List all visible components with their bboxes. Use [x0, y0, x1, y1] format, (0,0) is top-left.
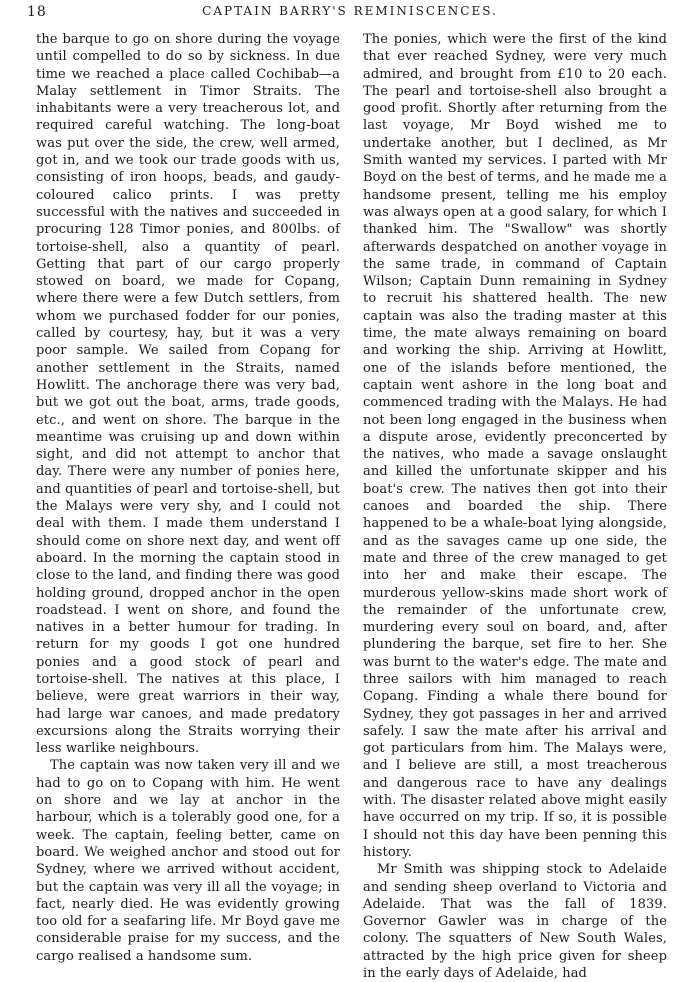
left-column [36, 31, 340, 965]
right-column [363, 31, 667, 982]
right-paragraph-2: Mr Smith was shipping stock to Adelaide and sending sheep overland to Victoria and Adelaide. That was the fall of 1839. Governor Gawler was in charge of the colony. The squatters of New South Wales, attracted by the high price given for sheep in the early days of Adelaide, had [363, 862, 667, 982]
left-paragraph-2: The captain was now taken very ill and we had to go on to Copang with him. He went on shore and we lay at anchor in the harbour, which is a tolerably good one, for a week. The captain, feeling better, came on board. We weighed anchor and stood out for Sydney, where we arrived without accident, but the captain was very ill all the voyage; in fact, nearly died. He was evidently growing too old for a seafaring life. Mr Boyd gave me considerable praise for my success, and the cargo realised a handsome sum. [36, 758, 340, 964]
right-paragraph-1: The ponies, which were the first of the kind that ever reached Sydney, were very much admired, and brought from £10 to 20 each. The pearl and tortoise-shell also brought a good profit. Shortly after returning from the last voyage, Mr Boyd wished me to undertake another, but I declined, as Mr Smith wanted my services. I parted with Mr Boyd on the best of terms, and he made me a handsome present, telling me his employ was always open at a good salary, for which I thanked him. The "Swallow" was shortly afterwards despatched on another voyage in the same trade, in command of Captain Wilson; Captain Dunn remaining in Sydney to recruit his shattered health. The new captain was also the trading master at this time, the mate always remaining on board and working the ship. Arriving at Howlitt, one of the islands before mentioned, the captain went ashore in the long boat and commenced trading with the Malays. He had not been long engaged in the business when a dispute arose, evidently preconcerted by the natives, who made a savage onslaught and killed the unfortunate skipper and his boat's crew. The natives then got into their canoes and boarded the ship. There happened to be a whale-boat lying alongside, and as the savages came up one side, the mate and three of the crew managed to get into her and make their escape. The murderous yellow-skins made short work of the remainder of the unfortunate crew, murdering every soul on board, and, after plundering the barque, set fire to her. She was burnt to the water's edge. The mate and three sailors with him managed to reach Copang. Finding a whale there bound for Sydney, they got passages in her and arrived safely. I saw the mate after his arrival and got particulars from him. The Malays were, and I believe are still, a most treacherous and dangerous race to have any dealings with. The disaster related above might easily have occurred on my trip. If so, it is possible I should not this day have been penning this history. [363, 32, 667, 860]
running-head: CAPTAIN BARRY'S REMINISCENCES. [202, 4, 498, 18]
left-paragraph-1: the barque to go on shore during the voyage until compelled to do so by sickness. In due time we reached a place called Cochibab—a Malay settlement in Timor Straits. The inhabitants were a very treacherous lot, and required careful watching. The long-boat was put over the side, the crew, well armed, got in, and we took our trade goods with us, consisting of iron hoops, beads, and gaudy-coloured calico prints. I was pretty successful with the natives and succeeded in procuring 128 Timor ponies, and 800lbs. of tortoise-shell, also a quantity of pearl. Getting that part of our cargo properly stowed on board, we made for Copang, where there were a few Dutch settlers, from whom we purchased fodder for our ponies, called by courtesy, hay, but it was a very poor sample. We sailed from Copang for another settlement in the Straits, named Howlitt. The anchorage there was very bad, but we got out the boat, arms, trade goods, etc., and went on shore. The barque in the meantime was cruising up and down within sight, and did not attempt to anchor that day. There were any number of ponies here, and quantities of pearl and tortoise-shell, but the Malays were very shy, and I could not deal with them. I made them understand I should come on shore next day, and went off aboard. In the morning the captain stood in close to the land, and finding there was good holding ground, dropped anchor in the open roadstead. I went on shore, and found the natives in a better humour for trading. In return for my goods I got one hundred ponies and a good stock of pearl and tortoise-shell. The natives at this place, I believe, were great warriors in their way, had large war canoes, and made predatory excursions along the Straits worrying their less warlike neighbours. [36, 32, 340, 757]
page-number: 18 [27, 4, 47, 20]
